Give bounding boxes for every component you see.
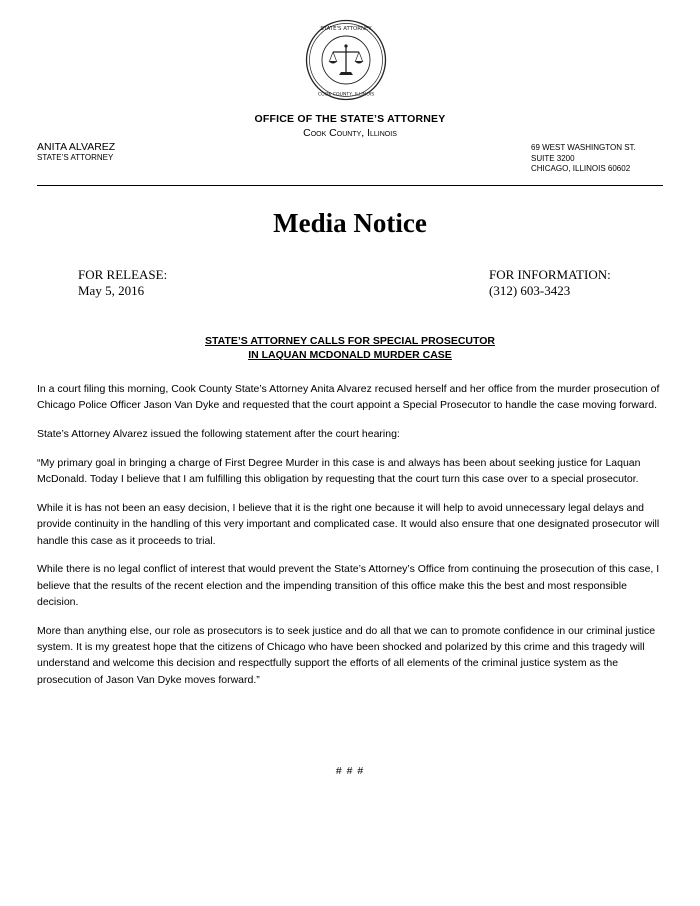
paragraph: State’s Attorney Alvarez issued the following statement after the court hearing: [37, 428, 400, 441]
office-address [531, 143, 636, 175]
information-phone: (312) 603-3423 [489, 283, 571, 298]
paragraph: While there is no legal conflict of interest that would prevent the State’s Attorney’s Office from continuing the prosecution of this case, I believe that the results of the recent election and the impending transition of this office make this the best and most responsible decision. [37, 563, 660, 608]
attorney-role: STATE’S ATTORNEY [37, 153, 114, 162]
attorney-name: ANITA ALVAREZ [37, 141, 116, 153]
release-block [78, 267, 167, 299]
release-label: FOR RELEASE: [78, 267, 168, 282]
address-line-1: 69 WEST WASHINGTON ST. [531, 143, 636, 152]
office-subtitle: Cook County, Illinois [303, 127, 397, 139]
address-line-2: SUITE 3200 [531, 153, 575, 163]
svg-text:COOK COUNTY, ILLINOIS: COOK COUNTY, ILLINOIS [317, 92, 375, 98]
paragraph: “My primary goal in bringing a charge of First Degree Murder in this case is and always has been about seeking justice for Laquan McDonald. Today I believe that I am fulfilling this obligation by requesting that the court turn this case over to a special prosecutor. [37, 456, 641, 486]
media-notice-title: Media Notice [273, 208, 427, 238]
svg-text:STATE'S ATTORNEY: STATE'S ATTORNEY [320, 26, 372, 32]
header-divider [37, 185, 663, 186]
office-title: OFFICE OF THE STATE’S ATTORNEY [254, 113, 446, 125]
paragraph: In a court filing this morning, Cook County State’s Attorney Anita Alvarez recused herself and her office from the murder prosecution of Chicago Police Officer Jason Van Dyke and requested that the court appoint a Special Prosecutor to handle the case moving forward. [37, 383, 660, 412]
paragraph: More than anything else, our role as prosecutors is to seek justice and do all that we can to promote confidence in our criminal justice system. It is my greatest hope that the citizens of Chicago who have been shocked and polarized by this crime and this tragedy will understand and welcome this decision and respectfully support the efforts of all elements of the criminal justice system as the prosecution of Jason Van Dyke moves forward.” [37, 624, 656, 686]
county-seal-logo [305, 19, 387, 101]
information-label: FOR INFORMATION: [489, 267, 611, 282]
press-headline [0, 334, 700, 362]
headline-line-1: STATE’S ATTORNEY CALLS FOR SPECIAL PROSECUTOR [205, 335, 495, 347]
address-line-3: CHICAGO, ILLINOIS 60602 [531, 164, 631, 173]
paragraph: While it is has not been an easy decision, I believe that it is the right one because it will help to avoid unnecessary legal delays and provide continuity in the handling of this very important and complicated case. It would also ensure that one designated prosecutor will handle this case as it proceeds to trial. [37, 501, 660, 547]
headline-line-2: IN LAQUAN MCDONALD MURDER CASE [248, 349, 452, 361]
information-block [489, 267, 611, 299]
press-body [37, 381, 663, 700]
end-mark: # # # [335, 765, 365, 777]
release-date: May 5, 2016 [78, 283, 145, 298]
attorney-block [37, 141, 115, 163]
